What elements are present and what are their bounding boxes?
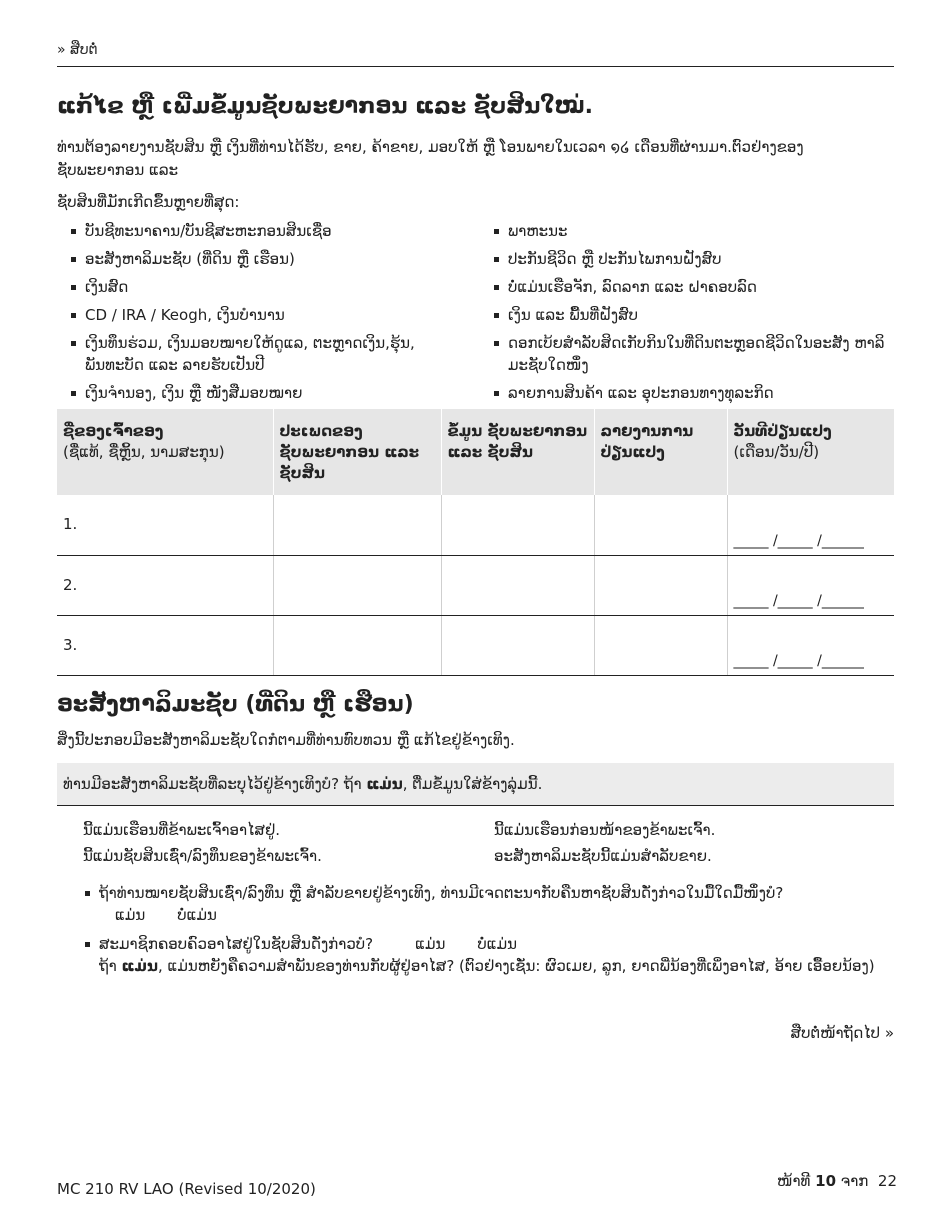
list-item: ເງິນທຶນຮ່ວມ, ເງິນມອບໝາຍໃຫ້ດູແລ, ຕະຫຼາດເງິນ,ຮຸ້ນ, ພັນທະບັດ ແລະ ລາຍຮັບເປັນປີ — [71, 332, 471, 376]
list-item: ບັນຊີທະນາຄານ/ບັນຊີສະຫະກອນສິນເຊື່ອ — [71, 220, 471, 242]
option-home[interactable]: ນີ້ແມ່ນເຮືອນທີ່ຂ້າພະເຈົ້າອາໄສຢູ່. — [83, 821, 281, 839]
option-rental[interactable]: ນີ້ແມ່ນຊັບສິນເຊົ່າ/ລົງທຶນຂອງຂ້າພະເຈົ້າ. — [83, 847, 322, 865]
col-header-type: ປະເພດຂອງ ຊັບພະຍາກອນ ແລະ ຊັບສິນ — [273, 409, 441, 495]
section-title-real-estate: ອະສັງຫາລິມະຊັບ (ທີ່ດິນ ຫຼື ເຮືອນ) — [57, 692, 414, 717]
assets-table — [57, 409, 894, 676]
list-item: ອະສັງຫາລິມະຊັບ (ທີ່ດິນ ຫຼື ເຮືອນ) — [71, 248, 471, 270]
list-item: ບໍ່ແມ່ນເຮືອຈັກ, ລົດລາກ ແລະ ຝາຄອບລົດ — [494, 276, 894, 298]
list-item: CD / IRA / Keogh, ເງິນບໍານານ — [71, 304, 471, 326]
page-number: ໜ້າທີ 10 ຈາກ 22 — [777, 1172, 897, 1190]
date-cell[interactable]: _____ /_____ /______ — [727, 555, 894, 615]
list-item: ພາຫະນະ — [494, 220, 894, 242]
type-cell[interactable] — [273, 615, 441, 675]
table-row — [57, 555, 894, 615]
type-cell[interactable] — [273, 555, 441, 615]
section-intro: ທ່ານຕ້ອງລາຍງານຊັບສິນ ຫຼື ເງິນທີ່ທ່ານໄດ້ຮັບ, ຂາຍ, ຄ້າຂາຍ, ມອບໃຫ້ ຫຼື ໂອນພາຍໃນເວລາ ໑໒ ເດືອນທີ່ຜ່ານມາ.ຕົວຢ່າງຂອງ ຊັບພະຍາກອນ ແລະ — [57, 138, 804, 179]
list-item: ດອກເບ້ຍສໍາລັບສິດເກັບກິນໃນທີ່ດິນຕະຫຼອດຊີວິດໃນອະສັງ ຫາລິມະຊັບໃດໜຶ່ງ — [494, 332, 894, 376]
date-cell[interactable]: _____ /_____ /______ — [727, 615, 894, 675]
info-cell[interactable] — [441, 615, 594, 675]
continued-label: » ສືບຕໍ່ — [57, 42, 98, 58]
info-cell[interactable] — [441, 495, 594, 555]
top-divider — [57, 66, 894, 67]
owner-cell[interactable]: 1. — [57, 495, 273, 555]
list-item: ເງິນສົດ — [71, 276, 471, 298]
family-resident-question: ສະມາຊິກຄອບຄົວອາໄສຢູ່ໃນຊັບສິນດັ່ງກ່າວບໍ? ແມ່ນ ບໍ່ແມ່ນ ຖ້າ ແມ່ນ, ແມ່ນຫຍັງຄືຄວາມສໍາພັນຂອງທ່ານກັບຜູ້ຢູ່ອາໄສ? (ຕົວຢ່າງເຊັ່ນ: ຜົວເມຍ, ລູກ, ຍາດພີ່ນ້ອງທີ່ເພິ່ງອາໄສ, ອ້າຍ ເອື້ອຍນ້ອງ) — [85, 933, 885, 977]
continue-next-page: ສືບຕໍ່ໜ້າຖັດໄປ » — [790, 1024, 894, 1042]
owner-cell[interactable]: 3. — [57, 615, 273, 675]
report-cell[interactable] — [594, 555, 727, 615]
asset-list-right — [494, 220, 894, 410]
form-id: MC 210 RV LAO (Revised 10/2020) — [57, 1180, 316, 1198]
col-header-owner: ຊື່ຂອງເຈົ້າຂອງ (ຊື່ແທ້, ຊື່ຫຼິ້ນ, ນາມສະກຸນ) — [57, 409, 273, 495]
col-header-change-date: ວັນທີປ່ຽນແປງ (ເດືອນ/ວັນ/ປີ) — [727, 409, 894, 495]
real-estate-subtitle: ສິ່ງນີ້ປະກອບມີອະສັງຫາລິມະຊັບໃດກໍຕາມທີ່ທ່ານທົບທວນ ຫຼື ແກ້ໄຂຢູ່ຂ້າງເທິງ. — [57, 731, 515, 749]
document-page — [57, 0, 897, 1230]
option-previous-home[interactable]: ນີ້ແມ່ນເຮືອນກ່ອນໜ້າຂອງຂ້າພະເຈົ້າ. — [494, 821, 716, 839]
q3-yes-option[interactable]: ແມ່ນ — [415, 935, 446, 953]
list-item: ລາຍການສິນຄ້າ ແລະ ອຸປະກອນທາງທຸລະກິດ — [494, 382, 894, 404]
common-assets-label: ຊັບສິນທີ່ມັກເກີດຂຶ້ນຫຼາຍທີ່ສຸດ: — [57, 193, 240, 211]
list-item: ເງິນ ແລະ ພື້ນທີ່ຝັງສົບ — [494, 304, 894, 326]
list-item: ປະກັນຊີວິດ ຫຼື ປະກັນໄພການຝັງສົບ — [494, 248, 894, 270]
table-row — [57, 615, 894, 675]
q2-no-option[interactable]: ບໍ່ແມ່ນ — [177, 906, 217, 924]
return-intent-question: ຖ້າທ່ານໝາຍຊັບສິນເຊົ່າ/ລົງທຶນ ຫຼື ສໍາລັບຂາຍຢູ່ຂ້າງເທິງ, ທ່ານມີເຈດຕະນາກັບຄືນຫາຊັບສິນດັ່ງກ່າວໃນມື້ໃດມື້ໜຶ່ງບໍ? ແມ່ນ ບໍ່ແມ່ນ — [85, 882, 885, 926]
type-cell[interactable] — [273, 495, 441, 555]
owner-cell[interactable]: 2. — [57, 555, 273, 615]
info-cell[interactable] — [441, 555, 594, 615]
report-cell[interactable] — [594, 615, 727, 675]
asset-list-left — [71, 220, 471, 410]
list-item: ເງິນຈໍານອງ, ເງິນ ຫຼື ໜັງສືມອບໝາຍ — [71, 382, 471, 404]
date-cell[interactable]: _____ /_____ /______ — [727, 495, 894, 555]
q2-yes-option[interactable]: ແມ່ນ — [115, 906, 146, 924]
option-for-sale[interactable]: ອະສັງຫາລິມະຊັບນີ້ແມ່ນສໍາລັບຂາຍ. — [494, 847, 712, 865]
section-title-assets: ແກ້ໄຂ ຫຼື ເພີ່ມຂໍ້ມູນຊັບພະຍາກອນ ແລະ ຊັບສິນໃໝ່. — [57, 94, 594, 119]
table-header-row — [57, 409, 894, 495]
col-header-info: ຂໍ້ມູນ ຊັບພະຍາກອນ ແລະ ຊັບສິນ — [441, 409, 594, 495]
table-row — [57, 495, 894, 555]
col-header-report-change: ລາຍງານການ ປ່ຽນແປງ — [594, 409, 727, 495]
q3-no-option[interactable]: ບໍ່ແມ່ນ — [477, 935, 518, 953]
report-cell[interactable] — [594, 495, 727, 555]
real-estate-question: ທ່ານມີອະສັງຫາລິມະຊັບທີ່ລະບຸໄວ້ຢູ່ຂ້າງເທິງບໍ? ຖ້າ ແມ່ນ, ຕື່ມຂໍ້ມູນໃສ່ຂ້າງລຸ່ມນີ້. — [57, 763, 894, 806]
